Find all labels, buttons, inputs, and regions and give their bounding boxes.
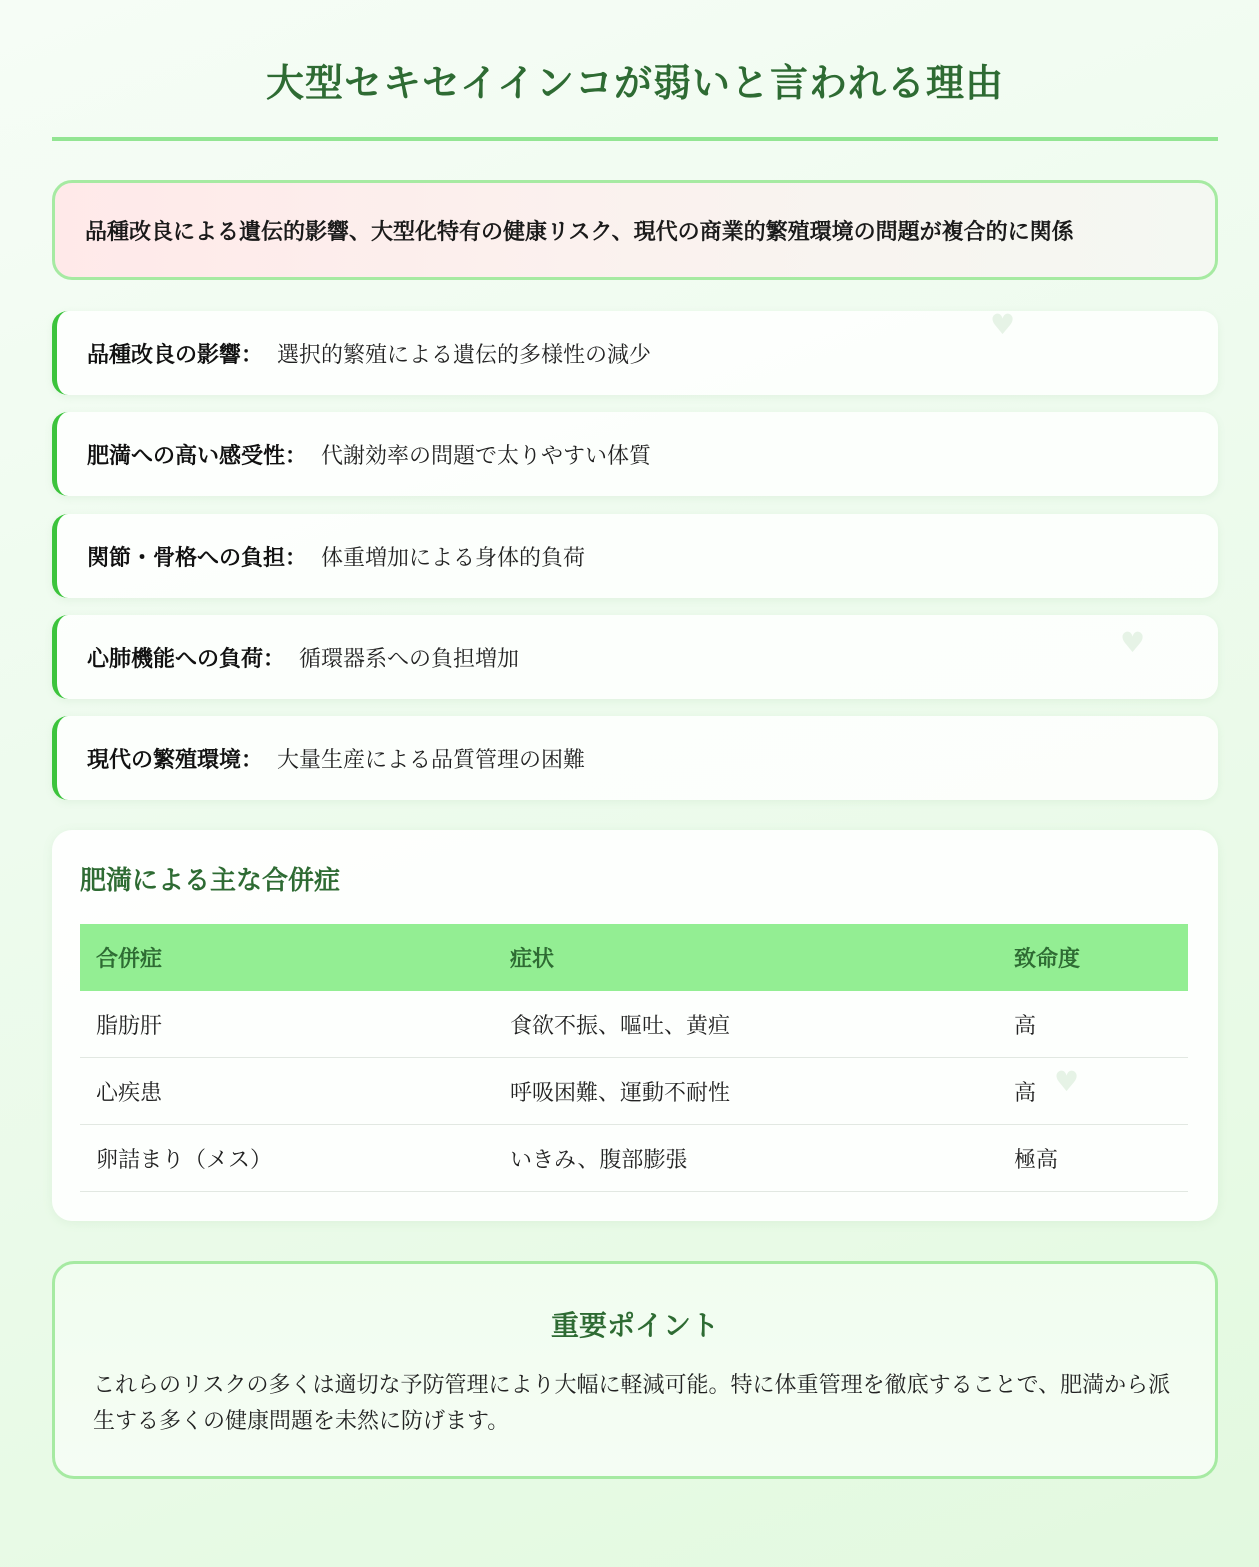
table-header-row: [80, 924, 1188, 991]
reason-label: 心肺機能への負荷: [87, 646, 264, 672]
reason-text: 体重増加による身体的負荷: [321, 545, 586, 571]
important-point-title: 重要ポイント: [550, 1309, 719, 1342]
reason-label: 品種改良の影響: [87, 342, 242, 368]
page-title: 大型セキセイインコが弱いと言われる理由: [266, 61, 1004, 105]
cell-severity: 高: [998, 1058, 1188, 1125]
cell-symptoms: 食欲不振、嘔吐、黄疸: [494, 991, 998, 1058]
complications-title: 肥満による主な合併症: [80, 866, 341, 896]
reason-separator: ：: [285, 545, 308, 571]
reason-separator: ：: [241, 747, 264, 773]
heart-icon: ♥: [1120, 626, 1146, 659]
reason-label: 現代の繁殖環境: [87, 747, 242, 773]
title-divider: [52, 137, 1218, 141]
reason-text: 代謝効率の問題で太りやすい体質: [321, 443, 652, 469]
complications-card: [52, 830, 1218, 1221]
heart-icon: ♥: [990, 308, 1016, 341]
reason-card-obesity: [52, 412, 1218, 496]
reason-card-breeding: [52, 308, 1218, 395]
cell-severity: 極高: [998, 1125, 1188, 1192]
table-row: [80, 1125, 1188, 1192]
reason-card-skeleton: [52, 514, 1218, 598]
cell-symptoms: 呼吸困難、運動不耐性: [494, 1058, 998, 1125]
reason-separator: ：: [241, 342, 264, 368]
reason-text: 循環器系への負担増加: [299, 646, 520, 672]
cell-complication: 脂肪肝: [80, 991, 494, 1058]
reason-separator: ：: [263, 646, 286, 672]
header-severity: 致命度: [1014, 947, 1081, 972]
reason-text: 選択的繁殖による遺伝的多様性の減少: [277, 342, 652, 368]
reason-label: 関節・骨格への負担: [87, 545, 286, 571]
cell-complication: 卵詰まり（メス）: [80, 1125, 494, 1192]
reason-card-environment: [52, 716, 1218, 800]
table-row: [80, 1058, 1188, 1125]
cell-complication: 心疾患: [80, 1058, 494, 1125]
reason-card-cardio: [52, 615, 1218, 699]
cell-symptoms: いきみ、腹部膨張: [494, 1125, 998, 1192]
heart-icon: ♥: [1054, 1065, 1080, 1098]
header-symptoms: 症状: [510, 947, 555, 972]
table-row: [80, 991, 1188, 1058]
important-point-text: これらのリスクの多くは適切な予防管理により大幅に軽減可能。特に体重管理を徹底することで、肥満から派生する多くの健康問題を未然に防げます。: [93, 1373, 1171, 1434]
reason-text: 大量生産による品質管理の困難: [277, 747, 586, 773]
reason-separator: ：: [285, 443, 308, 469]
reason-label: 肥満への高い感受性: [87, 443, 286, 469]
complications-table: [80, 924, 1188, 1192]
important-point-box: [52, 1261, 1218, 1479]
cell-severity: 高: [998, 991, 1188, 1058]
header-complication: 合併症: [96, 947, 163, 972]
summary-box: 品種改良による遺伝的影響、大型化特有の健康リスク、現代の商業的繁殖環境の問題が複合的に関係: [52, 180, 1218, 280]
